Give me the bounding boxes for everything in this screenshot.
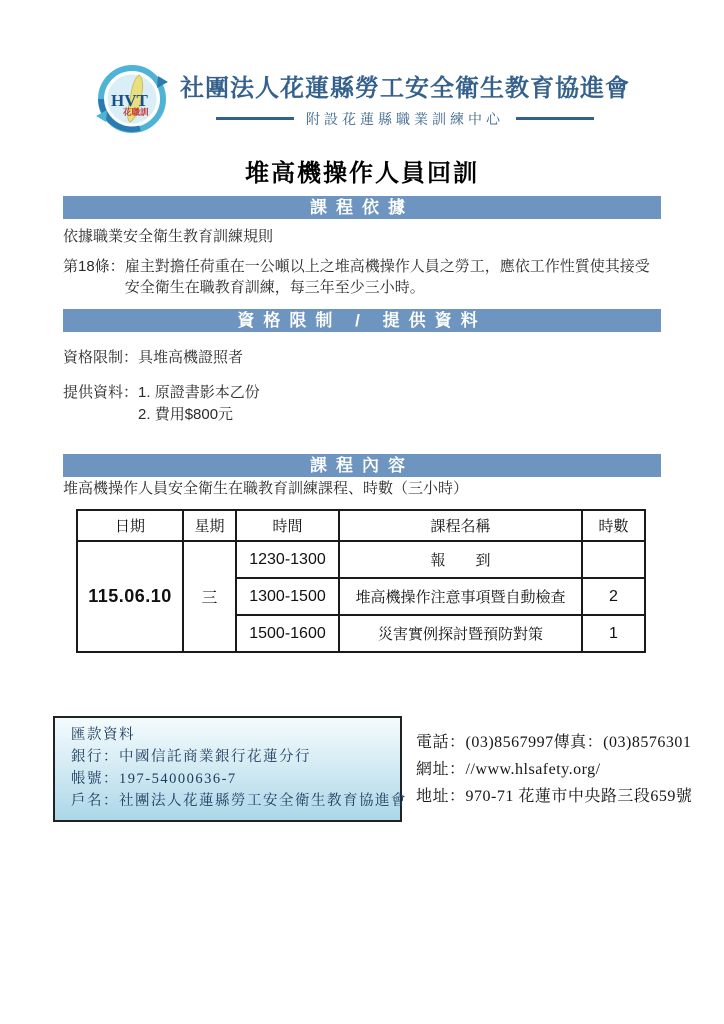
provided-doc-item-2: 2. 費用$800元 — [138, 406, 234, 423]
course-cell-3: 災害實例探討暨預防對策 — [339, 615, 582, 652]
subtitle-left-rule — [216, 117, 294, 120]
section-heading-qualification: 資格限制 / 提供資料 — [63, 309, 661, 332]
article-18-line2: 安全衛生在職教育訓練，每三年至少三小時。 — [124, 279, 425, 296]
basis-rule-line: 依據職業安全衛生教育訓練規則 — [63, 228, 274, 245]
provided-docs-block — [63, 382, 661, 426]
contact-phone-fax: 電話：(03)8567997傳真：(03)8576301 — [416, 734, 692, 751]
section-heading-content: 課程內容 — [63, 454, 661, 477]
col-header-time: 時間 — [236, 510, 339, 541]
course-table-caption: 堆高機操作人員安全衛生在職教育訓練課程、時數（三小時） — [63, 480, 469, 497]
provided-docs-items — [138, 382, 260, 426]
col-header-course: 課程名稱 — [339, 510, 582, 541]
table-row — [77, 541, 645, 578]
table-header-row — [77, 510, 645, 541]
course-cell-1: 報 到 — [339, 541, 582, 578]
qualification-limit-line: 資格限制：具堆高機證照者 — [63, 349, 244, 366]
hours-cell-1 — [582, 541, 645, 578]
remittance-box — [53, 716, 407, 822]
article-18-block — [63, 256, 661, 298]
content-area — [0, 196, 724, 653]
article-18-label: 第18條： — [63, 258, 125, 275]
date-cell: 115.06.10 — [77, 541, 183, 652]
org-subtitle-row — [216, 109, 594, 129]
col-header-weekday: 星期 — [183, 510, 236, 541]
logo-sub-text: 花職訓 — [123, 107, 149, 117]
contact-address: 地址：970-71 花蓮市中央路三段659號 — [416, 788, 693, 805]
time-cell-1: 1230-1300 — [236, 541, 339, 578]
time-cell-2: 1300-1500 — [236, 578, 339, 615]
section-heading-basis: 課程依據 — [63, 196, 661, 219]
hours-cell-2: 2 — [582, 578, 645, 615]
article-18-line1: 雇主對擔任荷重在一公噸以上之堆高機操作人員之勞工，應依工作性質使其接受 — [124, 258, 650, 275]
contact-block — [416, 716, 692, 810]
col-header-date: 日期 — [77, 510, 183, 541]
remittance-bank: 銀行：中國信託商業銀行花蓮分行 — [71, 749, 311, 765]
center-name: 附設花蓮縣職業訓練中心 — [306, 110, 504, 127]
remittance-holder: 戶名：社團法人花蓮縣勞工安全衛生教育協進會 — [71, 793, 407, 809]
org-text-block — [180, 68, 630, 129]
logo-acronym: HVT — [111, 91, 148, 110]
course-cell-2: 堆高機操作注意事項暨自動檢查 — [339, 578, 582, 615]
contact-website: 網址：//www.hlsafety.org/ — [416, 761, 601, 778]
hours-cell-3: 1 — [582, 615, 645, 652]
org-header — [0, 58, 724, 138]
org-logo — [94, 58, 170, 138]
subtitle-right-rule — [516, 117, 594, 120]
article-18-text — [125, 256, 650, 298]
provided-doc-item-1: 1. 原證書影本乙份 — [138, 384, 260, 401]
page-title: 堆高機操作人員回訓 — [245, 160, 479, 187]
org-name: 社團法人花蓮縣勞工安全衛生教育協進會 — [180, 74, 630, 102]
time-cell-3: 1500-1600 — [236, 615, 339, 652]
provided-docs-label: 提供資料： — [63, 384, 139, 401]
schedule-table — [76, 509, 646, 653]
col-header-hours: 時數 — [582, 510, 645, 541]
remittance-account: 帳號：197-54000636-7 — [71, 771, 237, 787]
weekday-cell: 三 — [183, 541, 236, 652]
remittance-title: 匯款資料 — [71, 727, 135, 743]
footer — [0, 716, 724, 822]
